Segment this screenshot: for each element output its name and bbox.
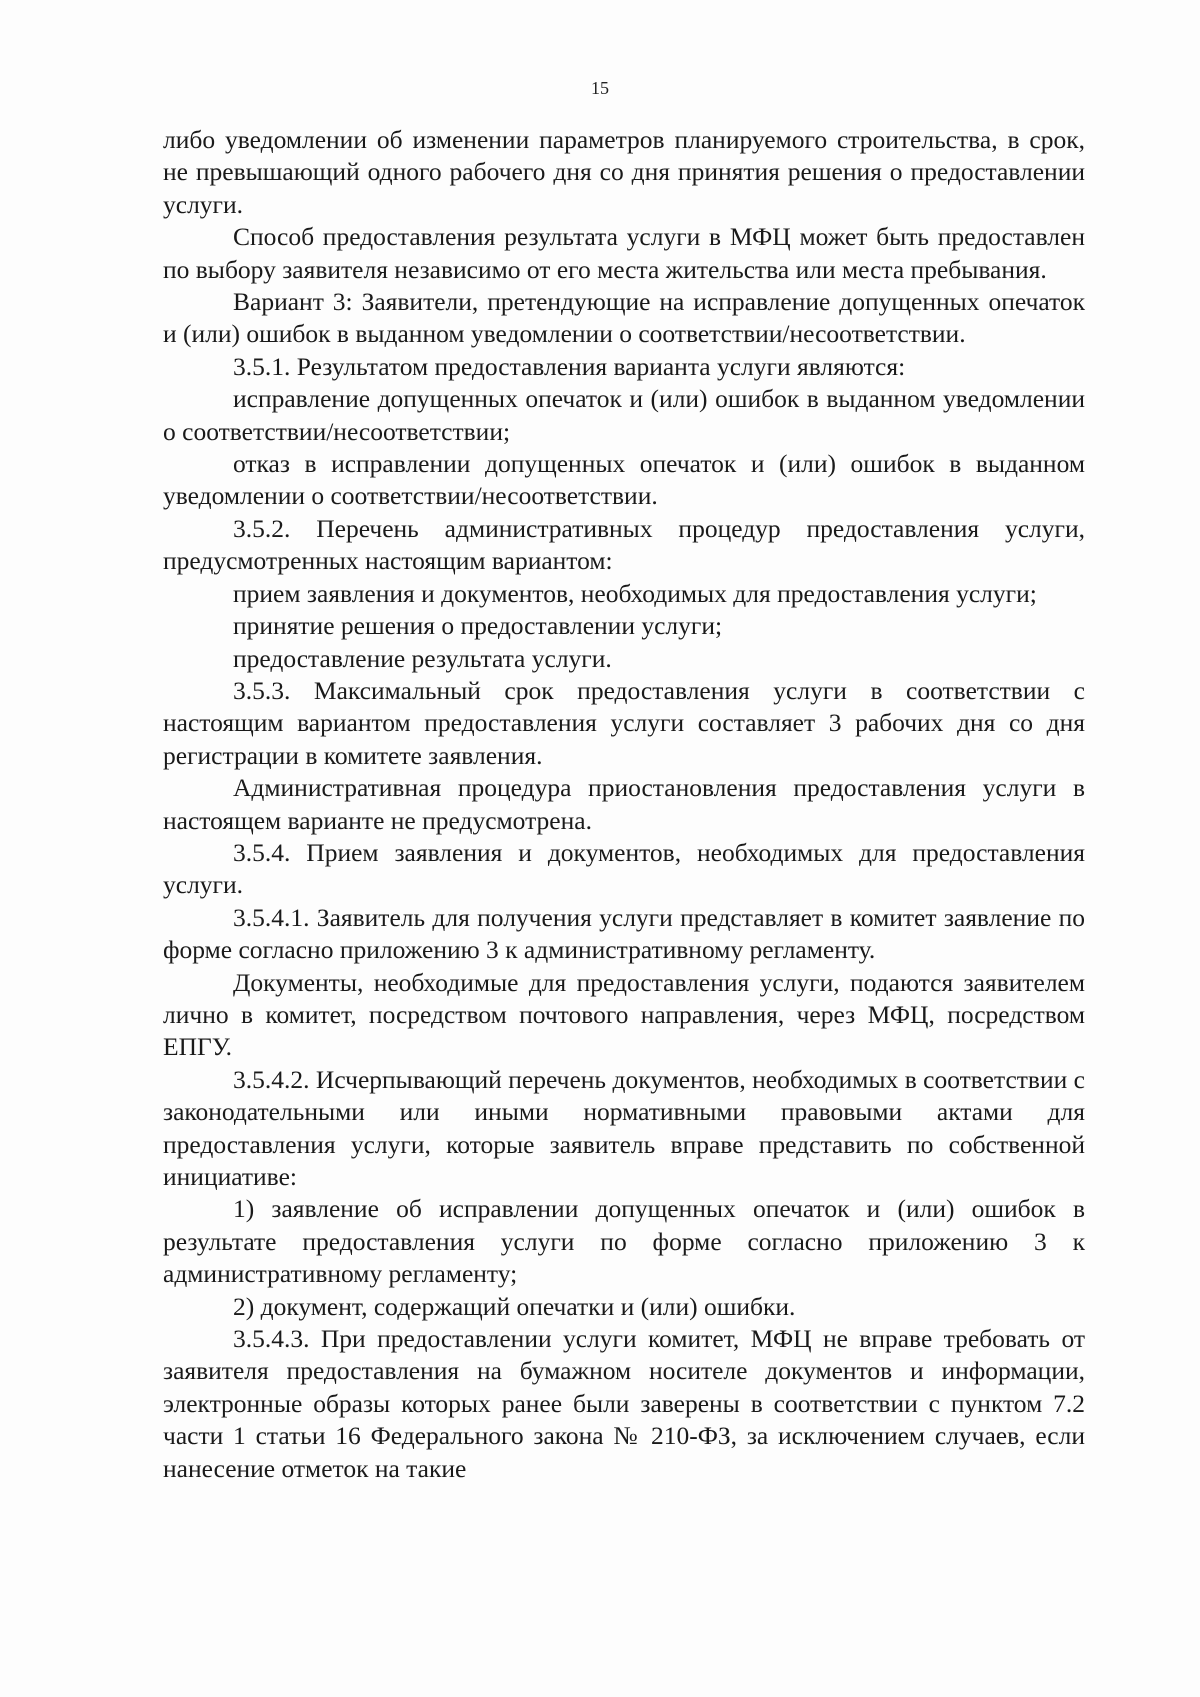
paragraph-variant-3: Вариант 3: Заявители, претендующие на исправление допущенных опечаток и (или) ошибок в выданном уведомлении о соответствии/несоответствии. bbox=[163, 287, 1085, 349]
list-item-2: 2) документ, содержащий опечатки и (или) ошибки. bbox=[233, 1291, 796, 1321]
paragraph-3-5-1: 3.5.1. Результатом предоставления варианта услуги являются: bbox=[233, 351, 906, 381]
paragraph-3-5-4-2: 3.5.4.2. Исчерпывающий перечень документов, необходимых в соответствии с законодательными или иными нормативными правовыми актами для предоставления услуги, которые заявитель вправе представить по собственной инициативе: bbox=[163, 1064, 1085, 1191]
paragraph-3-5-4-1: 3.5.4.1. Заявитель для получения услуги представляет в комитет заявление по форме согласно приложению 3 к административному регламенту. bbox=[163, 902, 1085, 965]
paragraph-3-5-2: 3.5.2. Перечень административных процедур предоставления услуги, предусмотренных настоящим вариантом: bbox=[163, 513, 1085, 576]
paragraph-delivery-method: Способ предоставления результата услуги в МФЦ может быть предоставлен по выбору заявителя независимо от его места жительства или места пребывания. bbox=[163, 222, 1085, 284]
paragraph-result-correction: исправление допущенных опечаток и (или) ошибок в выданном уведомлении о соответствии/несоответствии; bbox=[163, 384, 1085, 446]
paragraph-procedure-result: предоставление результата услуги. bbox=[233, 643, 612, 673]
paragraph-suspension: Административная процедура приостановления предоставления услуги в настоящем варианте не предусмотрена. bbox=[163, 773, 1085, 835]
paragraph-procedure-receipt: прием заявления и документов, необходимых для предоставления услуги; bbox=[233, 578, 1037, 608]
paragraph-3-5-3: 3.5.3. Максимальный срок предоставления услуги в соответствии с настоящим вариантом предоставления услуги составляет 3 рабочих дня со дня регистрации в комитете заявления. bbox=[163, 675, 1085, 770]
paragraph-continuation: либо уведомлении об изменении параметров планируемого строительства, в срок, не превышающий одного рабочего дня со дня принятия решения о предоставлении услуги. bbox=[163, 125, 1085, 219]
paragraph-result-refusal: отказ в исправлении допущенных опечаток и (или) ошибок в выданном уведомлении о соответствии/несоответствии. bbox=[163, 449, 1085, 511]
paragraph-3-5-4-3: 3.5.4.3. При предоставлении услуги комитет, МФЦ не вправе требовать от заявителя предоставления на бумажном носителе документов и информации, электронные образы которых ранее были заверены в соответствии с пунктом 7.2 части 1 статьи 16 Федерального закона № 210-ФЗ, за исключением случаев, если нанесение отметок на такие bbox=[163, 1324, 1085, 1483]
paragraph-submission-channels: Документы, необходимые для предоставления услуги, подаются заявителем лично в комитет, посредством почтового направления, через МФЦ, посредством ЕПГУ. bbox=[163, 967, 1085, 1062]
list-item-1: 1) заявление об исправлении допущенных опечаток и (или) ошибок в результате предоставления услуги по форме согласно приложению 3 к административному регламенту; bbox=[163, 1194, 1085, 1289]
page-number: 15 bbox=[591, 78, 609, 98]
paragraph-procedure-decision: принятие решения о предоставлении услуги; bbox=[233, 611, 723, 641]
document-body bbox=[163, 124, 1085, 1485]
paragraph-3-5-4: 3.5.4. Прием заявления и документов, необходимых для предоставления услуги. bbox=[163, 837, 1085, 900]
